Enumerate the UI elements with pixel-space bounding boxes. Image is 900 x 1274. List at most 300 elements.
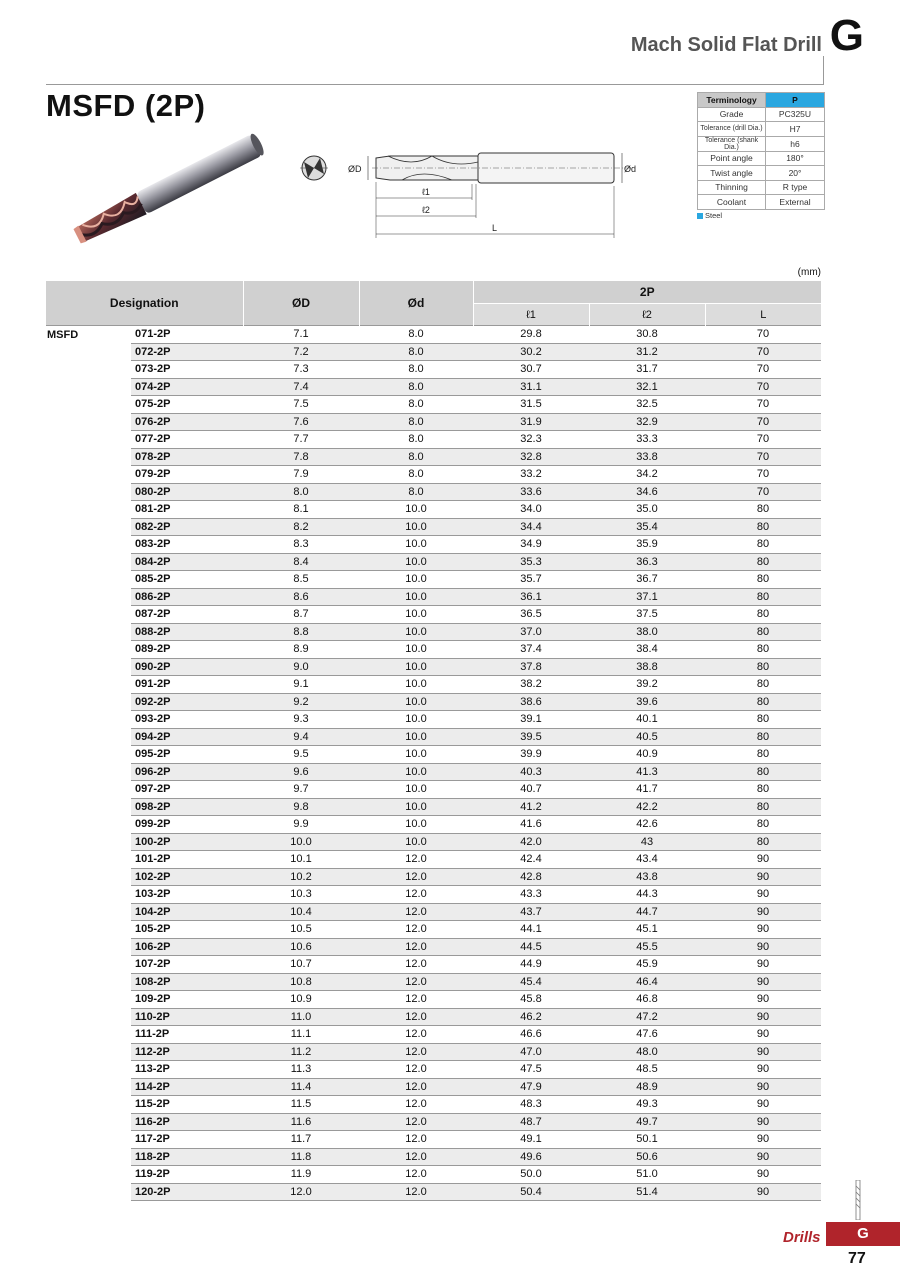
L-cell: 90 [705, 1078, 821, 1096]
l2-cell: 32.9 [589, 413, 705, 431]
series-spacer [46, 921, 131, 939]
header-divider [46, 84, 823, 85]
L-cell: 90 [705, 1166, 821, 1184]
l2-cell: 38.0 [589, 623, 705, 641]
designation-cell: 099-2P [131, 816, 243, 834]
l2-cell: 51.4 [589, 1183, 705, 1201]
D-cell: 8.9 [243, 641, 359, 659]
D-cell: 7.9 [243, 466, 359, 484]
D-cell: 9.7 [243, 781, 359, 799]
l1-cell: 45.4 [473, 973, 589, 991]
table-row [46, 553, 821, 571]
d-cell: 12.0 [359, 1113, 473, 1131]
l2-cell: 47.6 [589, 1026, 705, 1044]
l1-cell: 31.1 [473, 378, 589, 396]
series-spacer [46, 991, 131, 1009]
designation-cell: 076-2P [131, 413, 243, 431]
product-title: MSFD (2P) [46, 88, 206, 123]
l2-cell: 43.8 [589, 868, 705, 886]
l1-cell: 34.4 [473, 518, 589, 536]
d-cell: 10.0 [359, 798, 473, 816]
l2-cell: 34.6 [589, 483, 705, 501]
l2-cell: 45.9 [589, 956, 705, 974]
l2-cell: 43.4 [589, 851, 705, 869]
l2-cell: 39.2 [589, 676, 705, 694]
designation-cell: 112-2P [131, 1043, 243, 1061]
designation-cell: 073-2P [131, 361, 243, 379]
designation-cell: 088-2P [131, 623, 243, 641]
l1-cell: 36.5 [473, 606, 589, 624]
l2-cell: 43 [589, 833, 705, 851]
designation-cell: 084-2P [131, 553, 243, 571]
series-spacer [46, 728, 131, 746]
L-cell: 80 [705, 711, 821, 729]
series-spacer [46, 396, 131, 414]
l1-cell: 39.1 [473, 711, 589, 729]
designation-cell: 077-2P [131, 431, 243, 449]
d-cell: 8.0 [359, 378, 473, 396]
designation-cell: 101-2P [131, 851, 243, 869]
series-spacer [46, 1008, 131, 1026]
l2-cell: 32.5 [589, 396, 705, 414]
series-spacer [46, 466, 131, 484]
D-cell: 7.3 [243, 361, 359, 379]
diagram-label-L: L [492, 223, 498, 233]
l2-cell: 30.8 [589, 326, 705, 344]
designation-cell: 093-2P [131, 711, 243, 729]
d-cell: 12.0 [359, 938, 473, 956]
spec-key: Coolant [698, 195, 766, 210]
series-spacer [46, 501, 131, 519]
l2-cell: 37.1 [589, 588, 705, 606]
l2-cell: 38.4 [589, 641, 705, 659]
l1-cell: 49.1 [473, 1131, 589, 1149]
D-cell: 11.5 [243, 1096, 359, 1114]
series-spacer [46, 1166, 131, 1184]
spec-value: R type [766, 180, 825, 195]
d-cell: 12.0 [359, 1183, 473, 1201]
table-row [46, 833, 821, 851]
L-cell: 80 [705, 553, 821, 571]
d-cell: 10.0 [359, 571, 473, 589]
designation-cell: 106-2P [131, 938, 243, 956]
L-cell: 80 [705, 536, 821, 554]
L-cell: 80 [705, 518, 821, 536]
designation-cell: 098-2P [131, 798, 243, 816]
designation-cell: 090-2P [131, 658, 243, 676]
table-row [46, 1183, 821, 1201]
L-cell: 80 [705, 571, 821, 589]
D-cell: 10.4 [243, 903, 359, 921]
series-spacer [46, 1043, 131, 1061]
d-cell: 10.0 [359, 518, 473, 536]
L-cell: 90 [705, 1043, 821, 1061]
header-title: Mach Solid Flat Drill [630, 34, 822, 56]
l1-cell: 48.7 [473, 1113, 589, 1131]
series-spacer [46, 1026, 131, 1044]
table-row [46, 1166, 821, 1184]
L-cell: 80 [705, 746, 821, 764]
designation-cell: 117-2P [131, 1131, 243, 1149]
D-cell: 10.5 [243, 921, 359, 939]
table-row [46, 1096, 821, 1114]
L-cell: 90 [705, 1026, 821, 1044]
d-cell: 10.0 [359, 606, 473, 624]
L-cell: 80 [705, 676, 821, 694]
d-cell: 8.0 [359, 396, 473, 414]
l2-cell: 33.3 [589, 431, 705, 449]
d-cell: 10.0 [359, 833, 473, 851]
table-row [46, 536, 821, 554]
series-spacer [46, 956, 131, 974]
designation-cell: 095-2P [131, 746, 243, 764]
l1-cell: 48.3 [473, 1096, 589, 1114]
l2-cell: 31.2 [589, 343, 705, 361]
drill-photo [58, 130, 278, 250]
l2-cell: 49.7 [589, 1113, 705, 1131]
series-spacer [46, 833, 131, 851]
table-row [46, 1043, 821, 1061]
l1-cell: 50.4 [473, 1183, 589, 1201]
table-row [46, 903, 821, 921]
L-cell: 90 [705, 1096, 821, 1114]
spec-key: Tolerance (shank Dia.) [698, 136, 766, 151]
D-cell: 7.6 [243, 413, 359, 431]
table-row [46, 623, 821, 641]
d-cell: 12.0 [359, 1166, 473, 1184]
l1-cell: 45.8 [473, 991, 589, 1009]
D-cell: 11.6 [243, 1113, 359, 1131]
header-l1: ℓ1 [473, 304, 589, 326]
l1-cell: 33.2 [473, 466, 589, 484]
l2-cell: 31.7 [589, 361, 705, 379]
l2-cell: 49.3 [589, 1096, 705, 1114]
d-cell: 10.0 [359, 781, 473, 799]
L-cell: 70 [705, 326, 821, 344]
header-divider-vertical [823, 56, 824, 85]
l1-cell: 43.7 [473, 903, 589, 921]
spec-value: External [766, 195, 825, 210]
l2-cell: 32.1 [589, 378, 705, 396]
l1-cell: 34.0 [473, 501, 589, 519]
header-L: L [705, 304, 821, 326]
l2-cell: 39.6 [589, 693, 705, 711]
L-cell: 70 [705, 378, 821, 396]
drill-end-view-icon [300, 156, 328, 180]
designation-cell: 087-2P [131, 606, 243, 624]
D-cell: 7.8 [243, 448, 359, 466]
designation-cell: 083-2P [131, 536, 243, 554]
L-cell: 80 [705, 606, 821, 624]
l1-cell: 47.9 [473, 1078, 589, 1096]
table-row [46, 693, 821, 711]
d-cell: 12.0 [359, 1148, 473, 1166]
L-cell: 90 [705, 903, 821, 921]
l1-cell: 37.8 [473, 658, 589, 676]
table-row [46, 973, 821, 991]
table-row [46, 448, 821, 466]
l2-cell: 46.4 [589, 973, 705, 991]
L-cell: 90 [705, 956, 821, 974]
d-cell: 10.0 [359, 711, 473, 729]
designation-cell: 091-2P [131, 676, 243, 694]
d-cell: 12.0 [359, 1096, 473, 1114]
D-cell: 10.6 [243, 938, 359, 956]
legend-label: Steel [705, 211, 723, 220]
d-cell: 12.0 [359, 868, 473, 886]
d-cell: 10.0 [359, 693, 473, 711]
D-cell: 9.1 [243, 676, 359, 694]
designation-cell: 092-2P [131, 693, 243, 711]
table-row [46, 378, 821, 396]
table-row [46, 501, 821, 519]
d-cell: 8.0 [359, 343, 473, 361]
d-cell: 12.0 [359, 956, 473, 974]
d-cell: 12.0 [359, 851, 473, 869]
D-cell: 12.0 [243, 1183, 359, 1201]
d-cell: 12.0 [359, 903, 473, 921]
d-cell: 12.0 [359, 1043, 473, 1061]
D-cell: 10.1 [243, 851, 359, 869]
table-row [46, 326, 821, 344]
l2-cell: 50.6 [589, 1148, 705, 1166]
l2-cell: 48.9 [589, 1078, 705, 1096]
D-cell: 11.2 [243, 1043, 359, 1061]
l2-cell: 40.5 [589, 728, 705, 746]
D-cell: 10.8 [243, 973, 359, 991]
l1-cell: 35.3 [473, 553, 589, 571]
designation-cell: 075-2P [131, 396, 243, 414]
D-cell: 9.9 [243, 816, 359, 834]
designation-cell: 094-2P [131, 728, 243, 746]
L-cell: 90 [705, 868, 821, 886]
table-row [46, 728, 821, 746]
D-cell: 11.3 [243, 1061, 359, 1079]
d-cell: 10.0 [359, 816, 473, 834]
l1-cell: 44.9 [473, 956, 589, 974]
series-spacer [46, 676, 131, 694]
l2-cell: 50.1 [589, 1131, 705, 1149]
D-cell: 8.2 [243, 518, 359, 536]
d-cell: 10.0 [359, 728, 473, 746]
d-cell: 10.0 [359, 623, 473, 641]
L-cell: 70 [705, 431, 821, 449]
D-cell: 9.8 [243, 798, 359, 816]
table-row [46, 431, 821, 449]
D-cell: 11.8 [243, 1148, 359, 1166]
series-spacer [46, 903, 131, 921]
designation-cell: 110-2P [131, 1008, 243, 1026]
L-cell: 70 [705, 483, 821, 501]
l1-cell: 33.6 [473, 483, 589, 501]
series-spacer [46, 938, 131, 956]
D-cell: 11.9 [243, 1166, 359, 1184]
table-row [46, 1061, 821, 1079]
spec-header-value: P [766, 93, 825, 108]
l2-cell: 41.7 [589, 781, 705, 799]
d-cell: 12.0 [359, 973, 473, 991]
series-spacer [46, 693, 131, 711]
D-cell: 8.3 [243, 536, 359, 554]
D-cell: 10.9 [243, 991, 359, 1009]
designation-cell: 109-2P [131, 991, 243, 1009]
d-cell: 12.0 [359, 1078, 473, 1096]
l1-cell: 30.7 [473, 361, 589, 379]
l1-cell: 50.0 [473, 1166, 589, 1184]
table-row [46, 588, 821, 606]
l2-cell: 35.0 [589, 501, 705, 519]
table-row [46, 658, 821, 676]
series-spacer [46, 361, 131, 379]
diagram-label-d: Ød [624, 164, 637, 174]
designation-table [46, 281, 821, 1201]
l1-cell: 37.4 [473, 641, 589, 659]
series-spacer [46, 623, 131, 641]
spec-legend [697, 211, 722, 220]
spec-value: H7 [766, 122, 825, 137]
D-cell: 8.6 [243, 588, 359, 606]
D-cell: 10.2 [243, 868, 359, 886]
table-row [46, 746, 821, 764]
L-cell: 70 [705, 343, 821, 361]
series-spacer [46, 571, 131, 589]
l1-cell: 39.9 [473, 746, 589, 764]
table-row [46, 781, 821, 799]
D-cell: 11.4 [243, 1078, 359, 1096]
spec-key: Tolerance (drill Dia.) [698, 122, 766, 137]
table-row [46, 676, 821, 694]
series-spacer [46, 343, 131, 361]
table-row [46, 991, 821, 1009]
diagram-label-l2: ℓ2 [422, 205, 430, 215]
designation-cell: 119-2P [131, 1166, 243, 1184]
series-spacer [46, 641, 131, 659]
d-cell: 12.0 [359, 991, 473, 1009]
d-cell: 8.0 [359, 413, 473, 431]
L-cell: 80 [705, 623, 821, 641]
spec-key: Thinning [698, 180, 766, 195]
spec-table [697, 92, 825, 210]
D-cell: 8.4 [243, 553, 359, 571]
designation-cell: 108-2P [131, 973, 243, 991]
l2-cell: 42.2 [589, 798, 705, 816]
series-spacer [46, 973, 131, 991]
table-row [46, 1078, 821, 1096]
table-row [46, 851, 821, 869]
L-cell: 70 [705, 448, 821, 466]
L-cell: 80 [705, 501, 821, 519]
footer-section-label: Drills [783, 1229, 821, 1246]
d-cell: 10.0 [359, 746, 473, 764]
series-spacer [46, 1113, 131, 1131]
series-spacer [46, 1131, 131, 1149]
L-cell: 80 [705, 816, 821, 834]
designation-cell: 103-2P [131, 886, 243, 904]
table-row [46, 483, 821, 501]
L-cell: 90 [705, 938, 821, 956]
series-label: MSFD [46, 326, 131, 344]
header-l2: ℓ2 [589, 304, 705, 326]
l2-cell: 33.8 [589, 448, 705, 466]
header-designation: Designation [46, 281, 243, 326]
L-cell: 80 [705, 658, 821, 676]
diagram-label-l1: ℓ1 [422, 187, 430, 197]
d-cell: 10.0 [359, 536, 473, 554]
table-row [46, 343, 821, 361]
l1-cell: 29.8 [473, 326, 589, 344]
l2-cell: 44.3 [589, 886, 705, 904]
table-row [46, 711, 821, 729]
L-cell: 70 [705, 361, 821, 379]
series-spacer [46, 746, 131, 764]
l1-cell: 44.5 [473, 938, 589, 956]
spec-key: Twist angle [698, 166, 766, 181]
l2-cell: 35.4 [589, 518, 705, 536]
L-cell: 90 [705, 973, 821, 991]
L-cell: 90 [705, 1148, 821, 1166]
D-cell: 10.0 [243, 833, 359, 851]
L-cell: 80 [705, 728, 821, 746]
l2-cell: 45.1 [589, 921, 705, 939]
designation-cell: 114-2P [131, 1078, 243, 1096]
l1-cell: 46.6 [473, 1026, 589, 1044]
l1-cell: 39.5 [473, 728, 589, 746]
l2-cell: 35.9 [589, 536, 705, 554]
designation-cell: 089-2P [131, 641, 243, 659]
footer-section-tab: G [826, 1222, 900, 1246]
l2-cell: 38.8 [589, 658, 705, 676]
designation-cell: 078-2P [131, 448, 243, 466]
d-cell: 10.0 [359, 641, 473, 659]
L-cell: 80 [705, 833, 821, 851]
table-row [46, 956, 821, 974]
l1-cell: 47.5 [473, 1061, 589, 1079]
L-cell: 80 [705, 798, 821, 816]
table-row [46, 361, 821, 379]
d-cell: 10.0 [359, 658, 473, 676]
d-cell: 10.0 [359, 763, 473, 781]
l2-cell: 42.6 [589, 816, 705, 834]
designation-cell: 115-2P [131, 1096, 243, 1114]
table-row [46, 606, 821, 624]
series-spacer [46, 536, 131, 554]
l2-cell: 41.3 [589, 763, 705, 781]
series-spacer [46, 816, 131, 834]
drill-side-view [368, 153, 632, 238]
designation-cell: 120-2P [131, 1183, 243, 1201]
spec-value: PC325U [766, 107, 825, 122]
L-cell: 80 [705, 763, 821, 781]
table-row [46, 938, 821, 956]
L-cell: 80 [705, 693, 821, 711]
D-cell: 7.4 [243, 378, 359, 396]
d-cell: 10.0 [359, 553, 473, 571]
l1-cell: 42.4 [473, 851, 589, 869]
L-cell: 80 [705, 781, 821, 799]
D-cell: 9.3 [243, 711, 359, 729]
series-spacer [46, 781, 131, 799]
D-cell: 8.1 [243, 501, 359, 519]
l1-cell: 38.6 [473, 693, 589, 711]
L-cell: 90 [705, 851, 821, 869]
L-cell: 90 [705, 1113, 821, 1131]
d-cell: 8.0 [359, 483, 473, 501]
l1-cell: 37.0 [473, 623, 589, 641]
L-cell: 70 [705, 413, 821, 431]
L-cell: 90 [705, 886, 821, 904]
designation-cell: 104-2P [131, 903, 243, 921]
table-row [46, 641, 821, 659]
